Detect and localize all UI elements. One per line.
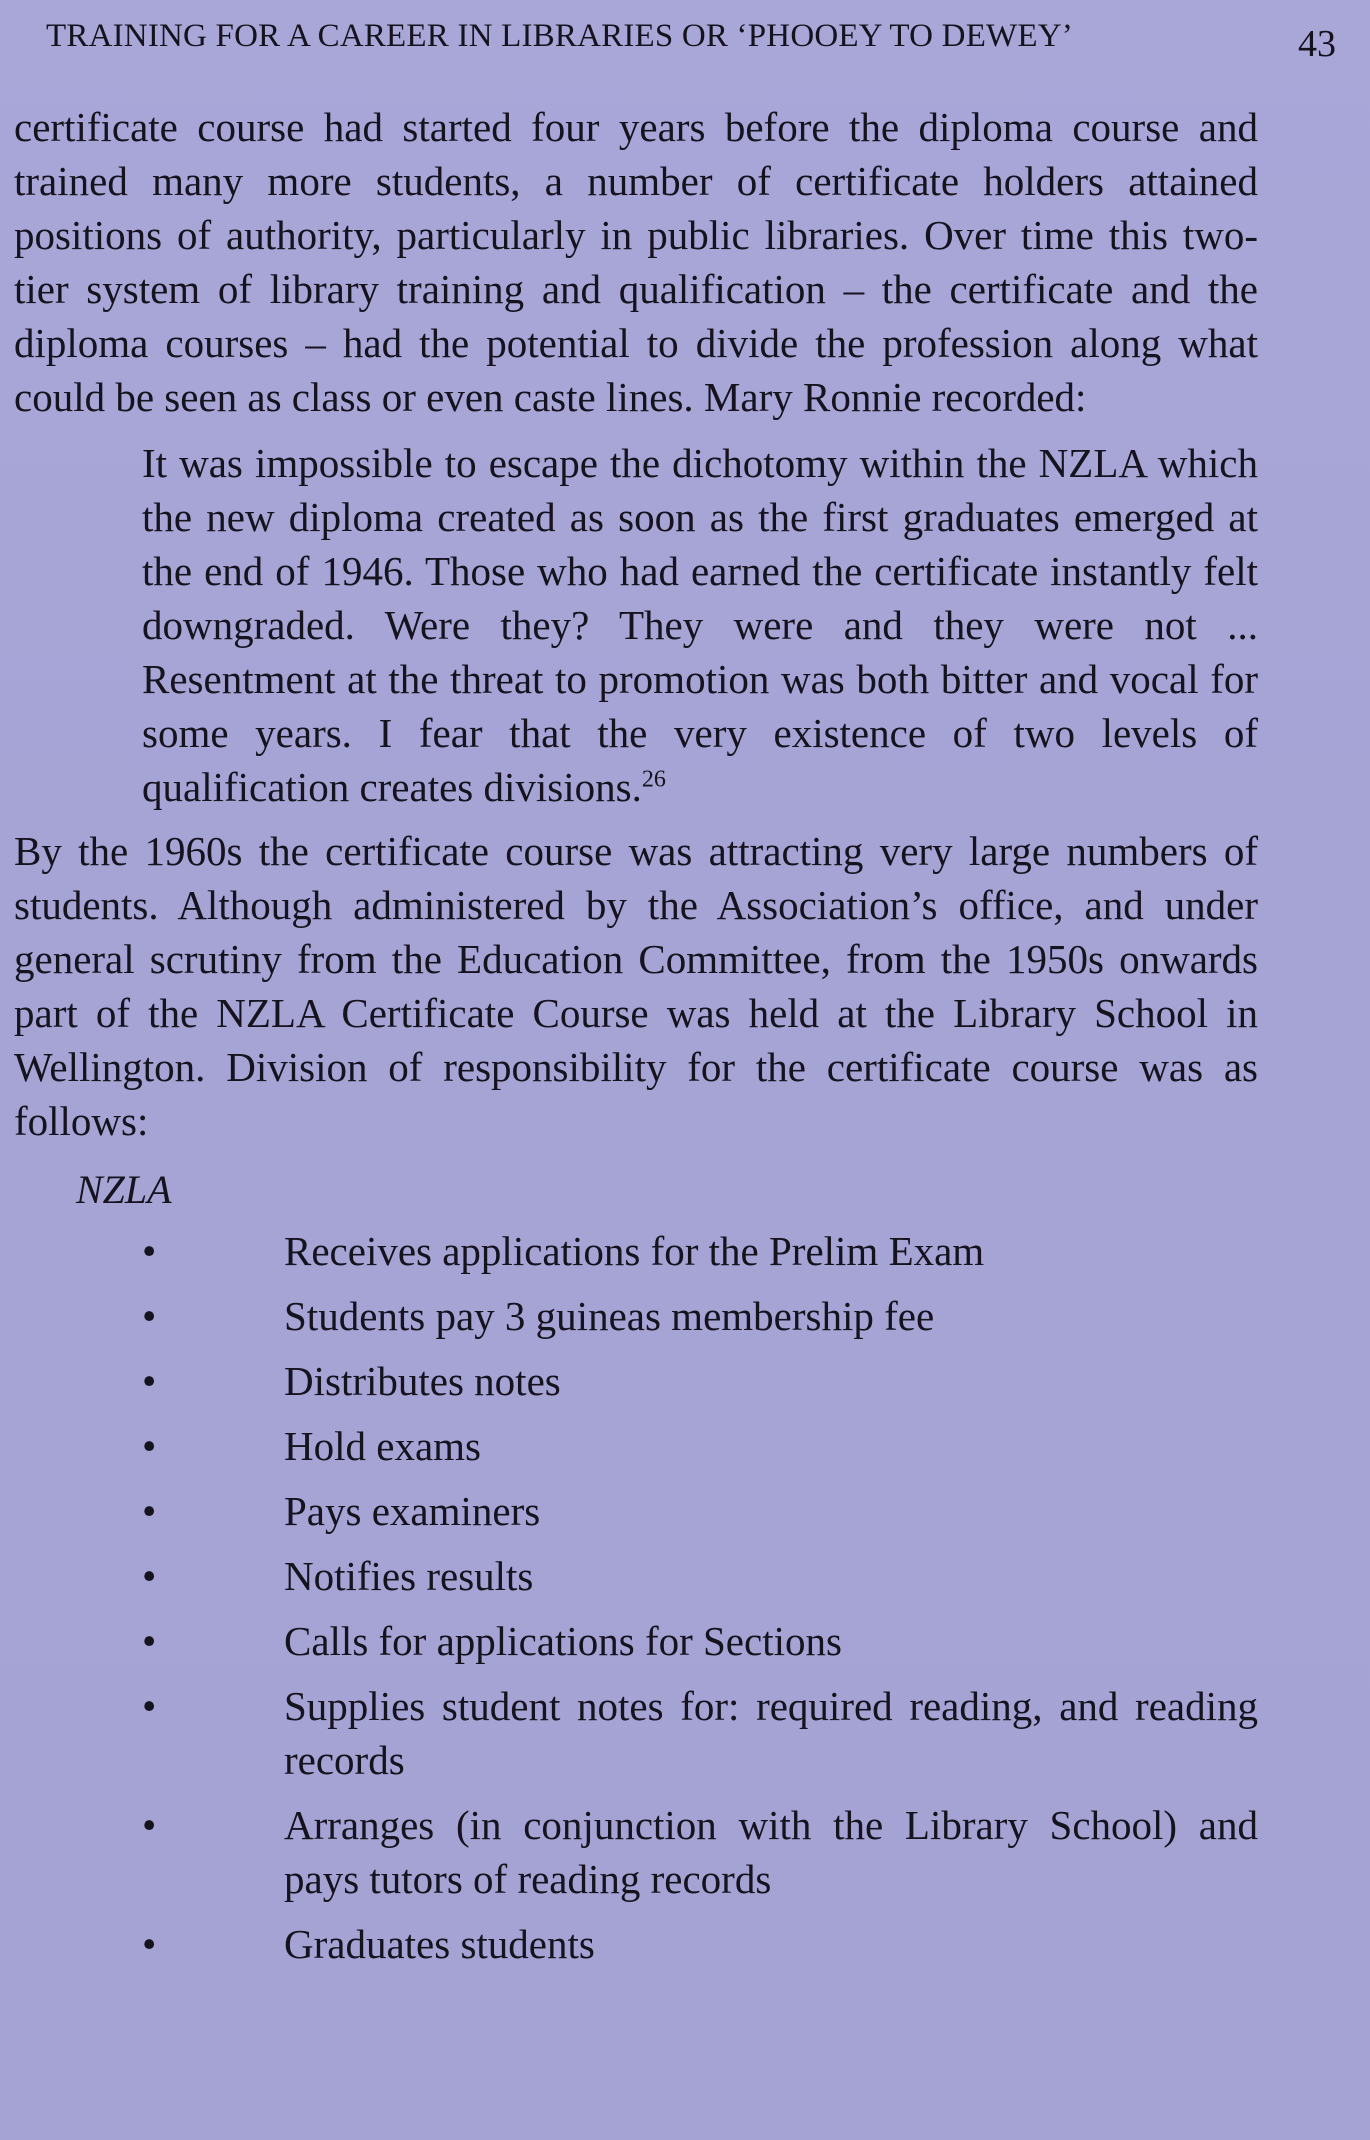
bullet-icon: • — [142, 1921, 157, 1967]
running-head: TRAINING FOR A CAREER IN LIBRARIES OR ‘PHOOEY TO DEWEY’ — [46, 18, 1073, 54]
list-item-text: Notifies results — [284, 1553, 534, 1599]
duties-list — [14, 1224, 1258, 1971]
list-item-text: Distributes notes — [284, 1358, 561, 1404]
bullet-icon: • — [142, 1683, 157, 1729]
list-item — [14, 1549, 1258, 1603]
list-item-text: Supplies student notes for: required reading, and reading records — [284, 1683, 1258, 1783]
page-number: 43 — [1298, 23, 1336, 65]
bullet-icon: • — [142, 1358, 157, 1404]
list-item-text: Arranges (in conjunction with the Library School) and pays tutors of reading records — [284, 1802, 1258, 1902]
bullet-icon: • — [142, 1228, 157, 1274]
list-item — [14, 1354, 1258, 1408]
list-item — [14, 1224, 1258, 1278]
bullet-icon: • — [142, 1802, 157, 1848]
block-quote — [142, 436, 1258, 814]
list-heading: NZLA — [76, 1167, 172, 1212]
list-item-text: Graduates students — [284, 1921, 595, 1967]
list-item — [14, 1289, 1258, 1343]
list-item — [14, 1419, 1258, 1473]
bullet-icon: • — [142, 1293, 157, 1339]
quote-text: It was impossible to escape the dichotomy within the NZLA which the new diploma created as soon as the first graduates emerged at the end of 1946. Those who had earned the certificate instantly felt downgraded. Were they? They were and they were not ... Resentment at the threat to promotion was both bitter and vocal for some years. I fear that the very existence of two levels of qualification creates divisions. — [142, 440, 1258, 810]
bullet-icon: • — [142, 1423, 157, 1469]
bullet-icon: • — [142, 1553, 157, 1599]
list-item — [14, 1679, 1258, 1787]
list-item — [14, 1798, 1258, 1906]
list-item — [14, 1484, 1258, 1538]
bullet-icon: • — [142, 1618, 157, 1664]
list-item-text: Receives applications for the Prelim Exam — [284, 1228, 985, 1274]
list-item — [14, 1917, 1258, 1971]
list-item-text: Pays examiners — [284, 1488, 541, 1534]
paragraph-2: By the 1960s the certificate course was attracting very large numbers of students. Although administered by the Association’s office, and under general scrutiny from the Education Committee, from the 1950s onwards part of the NZLA Certificate Course was held at the Library School in Wellington. Division of responsibility for the certificate course was as follows: — [14, 828, 1258, 1144]
list-item-text: Hold exams — [284, 1423, 481, 1469]
paragraph-1: certificate course had started four years before the diploma course and trained many more students, a number of certificate holders attained positions of authority, particularly in public libraries. Over time this two-tier system of library training and qualification – the certificate and the diploma courses – had the potential to divide the profession along what could be seen as class or even caste lines. Mary Ronnie recorded: — [14, 104, 1258, 420]
list-item-text: Students pay 3 guineas membership fee — [284, 1293, 935, 1339]
list-item — [14, 1614, 1258, 1668]
page-content — [14, 100, 1258, 1982]
footnote-marker: 26 — [641, 766, 666, 793]
bullet-icon: • — [142, 1488, 157, 1534]
list-item-text: Calls for applications for Sections — [284, 1618, 842, 1664]
